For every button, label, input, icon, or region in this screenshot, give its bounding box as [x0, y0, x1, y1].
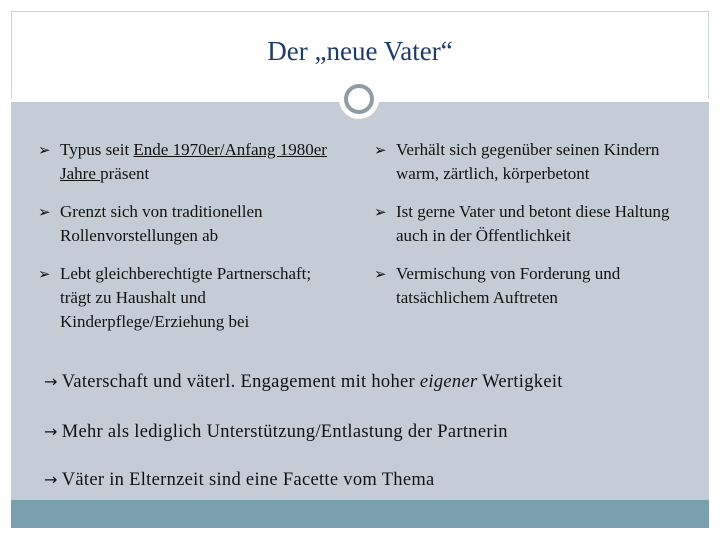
bullet-item — [38, 262, 338, 334]
bullet-item — [374, 262, 704, 310]
bullet-arrow-icon: ➢ — [374, 141, 387, 159]
right-column — [374, 138, 704, 324]
right-arrow-icon: → — [44, 470, 58, 489]
bullet-text: Grenzt sich von traditionellen Rollenvorstellungen ab — [60, 202, 263, 245]
bullet-text-post: präsent — [100, 164, 150, 183]
bullet-arrow-icon: ➢ — [38, 265, 51, 283]
arrow-statement — [44, 372, 704, 393]
arrow-statement — [44, 470, 704, 491]
circle-ornament-icon — [339, 79, 379, 119]
bullet-item — [374, 200, 704, 248]
statement-text: Mehr als lediglich Unterstützung/Entlastung der Partnerin — [61, 422, 508, 442]
slide-title: Der „neue Vater“ — [267, 36, 453, 66]
statement-pre: Vaterschaft und väterl. Engagement mit hoher — [61, 372, 420, 392]
bullet-item — [374, 138, 704, 186]
arrow-statement — [44, 422, 704, 443]
bullet-item — [38, 138, 338, 186]
bullet-arrow-icon: ➢ — [38, 141, 51, 159]
bullet-text: Verhält sich gegenüber seinen Kindern warm, zärtlich, körperbetont — [396, 140, 660, 183]
statement-emphasis: eigener — [419, 372, 478, 392]
bullet-text: Vermischung von Forderung und tatsächlichem Auftreten — [396, 264, 621, 307]
bullet-arrow-icon: ➢ — [374, 265, 387, 283]
bullet-arrow-icon: ➢ — [374, 203, 387, 221]
right-arrow-icon: → — [44, 372, 58, 391]
statement-text: Väter in Elternzeit sind eine Facette vom Thema — [61, 470, 435, 490]
bullet-text-underlined: Ende 1970er/Anfang 1980er Jahre — [60, 140, 327, 183]
bullet-text: Lebt gleichberechtigte Partnerschaft; trägt zu Haushalt und Kinderpflege/Erziehung bei — [60, 264, 312, 331]
footer-bar — [11, 500, 709, 528]
statement-post: Wertigkeit — [477, 372, 563, 392]
left-column — [38, 138, 338, 348]
bullet-item — [38, 200, 338, 248]
bullet-arrow-icon: ➢ — [38, 203, 51, 221]
bullet-text-pre: Typus seit — [60, 140, 134, 159]
ring-icon — [344, 84, 374, 114]
bullet-text: Ist gerne Vater und betont diese Haltung auch in der Öffentlichkeit — [396, 202, 670, 245]
right-arrow-icon: → — [44, 422, 58, 441]
